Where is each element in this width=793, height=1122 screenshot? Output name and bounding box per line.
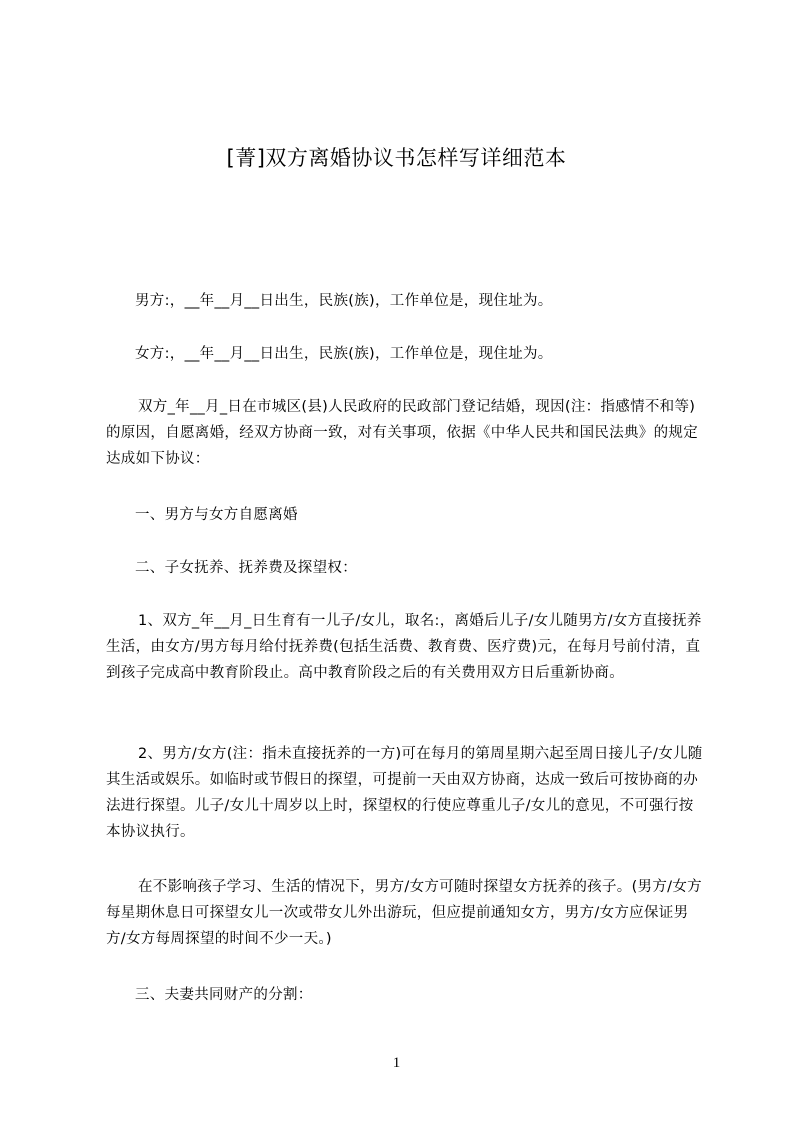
- page-number: 1: [392, 1055, 401, 1071]
- paragraph-male-party: 男方:，__年__月__日出生，民族(族)，工作单位是，现住址为。: [135, 293, 553, 309]
- paragraph-visitation-note: 在不影响孩子学习、生活的情况下，男方/女方可随时探望女方抚养的孩子。(男方/女方每星期休息日可探望女儿一次或带女儿外出游玩，但应提前通知女方，男方/女方应保证男方/女方每周探望的时间不少一天。): [106, 879, 702, 947]
- section-heading-1: 一、男方与女方自愿离婚: [135, 507, 298, 523]
- paragraph-female-party: 女方:，__年__月__日出生，民族(族)，工作单位是，现住址为。: [135, 346, 553, 362]
- paragraph-marriage-statement: 双方_年__月_日在市城区(县)人民政府的民政部门登记结婚，现因(注：指感情不和等)的原因，自愿离婚，经双方协商一致，对有关事项，依据《中华人民共和国民法典》的规定达成如下协议：: [106, 399, 698, 467]
- paragraph-visitation-rights: 2、男方/女方(注：指未直接抚养的一方)可在每月的第周星期六起至周日接儿子/女儿随其生活或娱乐。如临时或节假日的探望，可提前一天由双方协商，达成一致后可按协商的办法进行探望。儿子/女儿十周岁以上时，探望权的行使应尊重儿子/女儿的意见，不可强行按本协议执行。: [106, 746, 703, 840]
- document-title: [菁]双方离婚协议书怎样写详细范本: [226, 146, 567, 170]
- section-heading-3: 三、夫妻共同财产的分割：: [135, 987, 313, 1003]
- paragraph-child-support: 1、双方_年__月_日生育有一儿子/女儿，取名:，离婚后儿子/女儿随男方/女方直接抚养生活，由女方/男方每月给付抚养费(包括生活费、教育费、医疗费)元，在每月号前付清，直到孩子完成高中教育阶段止。高中教育阶段之后的有关费用双方日后重新协商。: [106, 613, 702, 681]
- section-heading-2: 二、子女抚养、抚养费及探望权：: [135, 560, 357, 576]
